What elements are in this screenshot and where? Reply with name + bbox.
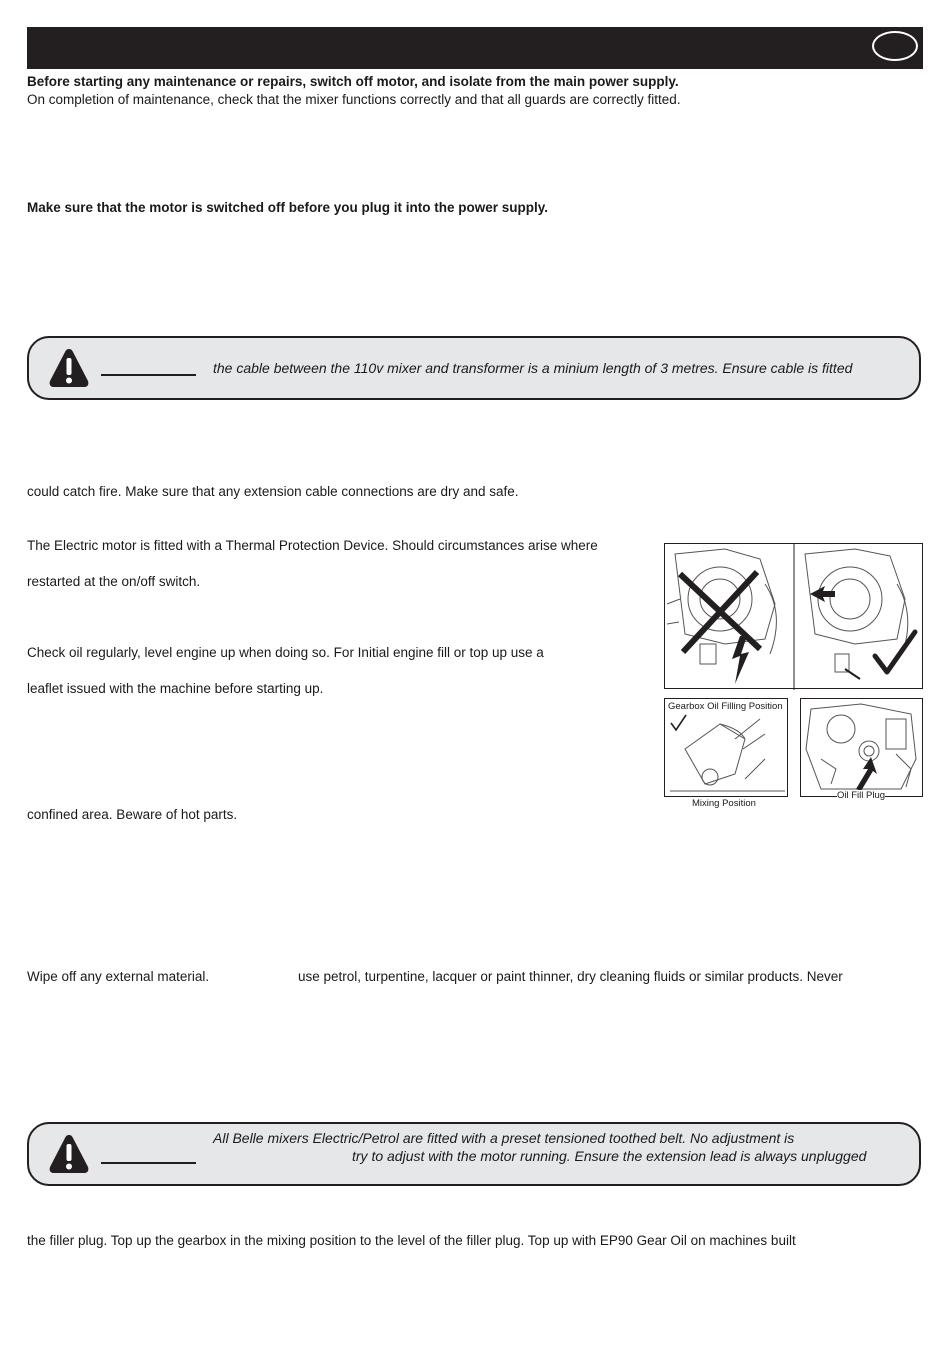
warning-box-cable <box>27 336 921 400</box>
gearbox-oil-filling-figure <box>664 698 788 797</box>
maintenance-completion-text: On completion of maintenance, check that the mixer functions correctly and that all guards are correctly fitted. <box>27 92 681 107</box>
warning-belt-line-2: try to adjust with the motor running. Ensure the extension lead is always unplugged <box>352 1148 867 1164</box>
cleaning-products-text: use petrol, turpentine, lacquer or paint thinner, dry cleaning fluids or similar products. Never <box>298 969 843 984</box>
extension-cable-text: could catch fire. Make sure that any extension cable connections are dry and safe. <box>27 484 519 499</box>
checkmark-icon <box>671 715 686 730</box>
warning-triangle-icon <box>47 346 91 390</box>
hot-parts-text: confined area. Beware of hot parts. <box>27 807 238 822</box>
thermal-restart-text: restarted at the on/off switch. <box>27 574 201 589</box>
oil-fill-plug-figure <box>800 698 923 797</box>
oil-fill-plug-label: Oil Fill Plug <box>837 790 886 801</box>
mixing-position-label: Mixing Position <box>692 798 756 809</box>
warning-box-belt <box>27 1122 921 1186</box>
checkmark-icon <box>875 632 915 672</box>
wipe-material-text: Wipe off any external material. <box>27 969 210 984</box>
section-header-bar <box>27 27 923 69</box>
warning-triangle-icon <box>47 1132 91 1176</box>
oil-leaflet-text: leaflet issued with the machine before starting up. <box>27 681 324 696</box>
motor-switched-off-notice: Make sure that the motor is switched off before you plug it into the power supply. <box>27 200 549 215</box>
warning-cable-text: the cable between the 110v mixer and transformer is a minium length of 3 metres. Ensure cable is fitted <box>213 360 853 376</box>
warning-belt-line-1: All Belle mixers Electric/Petrol are fitted with a preset tensioned toothed belt. No adjustment is <box>213 1130 795 1146</box>
warning-heading-underline <box>101 1162 196 1164</box>
plug-illustration-panel <box>664 543 923 689</box>
cross-icon <box>680 572 760 652</box>
arrow-icon <box>856 757 877 791</box>
oil-check-text: Check oil regularly, level engine up when doing so. For Initial engine fill or top up use a <box>27 645 544 660</box>
arrow-icon <box>810 586 835 602</box>
language-oval-badge <box>872 31 918 61</box>
thermal-protection-text: The Electric motor is fitted with a Thermal Protection Device. Should circumstances arise where <box>27 538 598 553</box>
gearbox-filler-text: the filler plug. Top up the gearbox in the mixing position to the level of the filler plug. Top up with EP90 Gear Oil on machines built <box>27 1233 796 1248</box>
warning-heading-underline <box>101 374 196 376</box>
maintenance-warning-bold: Before starting any maintenance or repairs, switch off motor, and isolate from the main power supply. <box>27 74 679 89</box>
gearbox-oil-filling-label: Gearbox Oil Filling Position <box>668 701 783 712</box>
plug-illustration <box>665 544 924 690</box>
